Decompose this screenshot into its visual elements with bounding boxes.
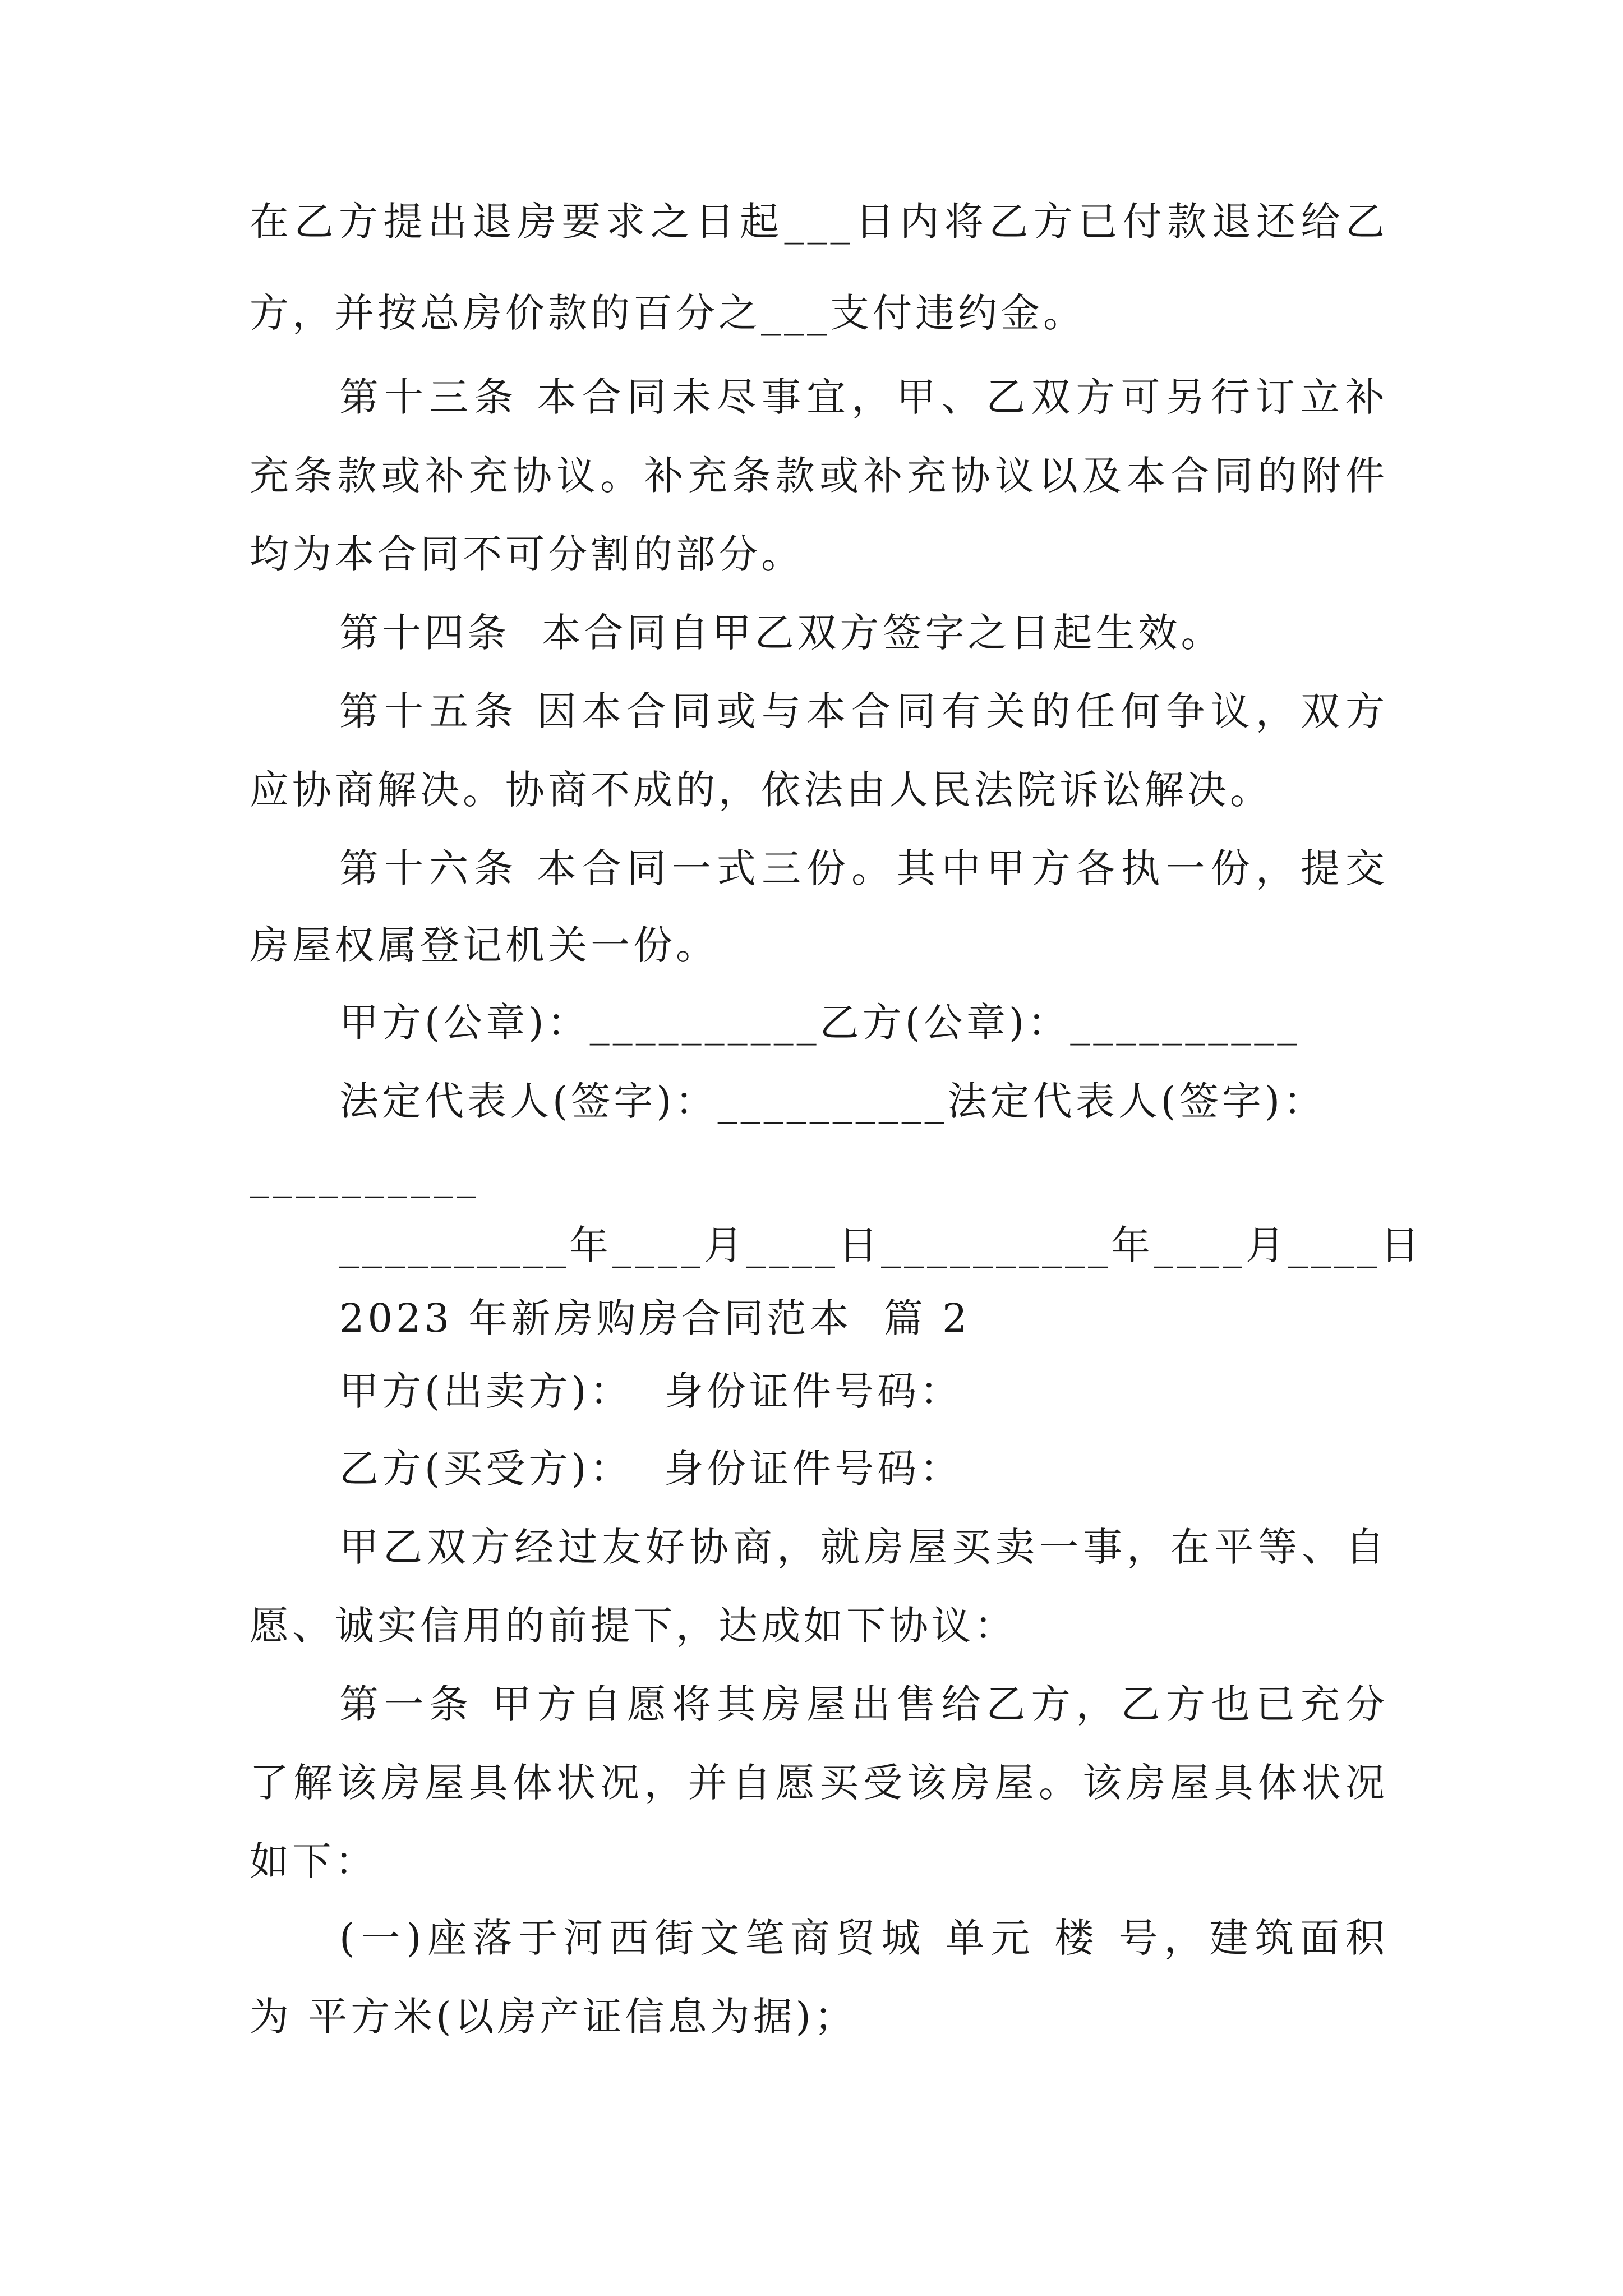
party-a-line: 甲方(出卖方)： 身份证件号码： bbox=[339, 1368, 963, 1414]
paragraph-line: 在乙方提出退房要求之日起___日内将乙方已付款退还给乙 bbox=[250, 199, 1388, 245]
party-b-line: 乙方(买受方)： 身份证件号码： bbox=[339, 1446, 963, 1492]
signature-blank-line: __________ bbox=[250, 1152, 479, 1198]
article-16-line: 第十六条 本合同一式三份。其中甲方各执一份，提交 bbox=[339, 845, 1388, 891]
paragraph-line: 方，并按总房价款的百分之___支付违约金。 bbox=[250, 290, 1086, 336]
section-title: 2023 年新房购房合同范本 篇 2 bbox=[339, 1295, 971, 1341]
article-13-line: 第十三条 本合同未尽事宜，甲、乙双方可另行订立补 bbox=[339, 374, 1388, 420]
paragraph-line: 均为本合同不可分割的部分。 bbox=[250, 531, 804, 577]
party-a-seal-line: 甲方(公章)：__________乙方(公章)：__________ bbox=[339, 1000, 1301, 1046]
article-1-line: 第一条 甲方自愿将其房屋出售给乙方，乙方也已充分 bbox=[339, 1681, 1388, 1727]
legal-rep-signature-line: 法定代表人(签字)：__________法定代表人(签字)： bbox=[339, 1078, 1326, 1124]
paragraph-line: 了解该房屋具体状况，并自愿买受该房屋。该房屋具体状况 bbox=[250, 1760, 1388, 1806]
article-15-line: 第十五条 因本合同或与本合同有关的任何争议，双方 bbox=[339, 688, 1388, 734]
paragraph-line: 应协商解决。协商不成的，依法由人民法院诉讼解决。 bbox=[250, 767, 1272, 813]
preamble-line: 甲乙双方经过友好协商，就房屋买卖一事，在平等、自 bbox=[339, 1524, 1388, 1570]
paragraph-line: 愿、诚实信用的前提下，达成如下协议： bbox=[250, 1603, 1017, 1649]
clause-1-line: (一)座落于河西街文笔商贸城 单元 楼 号，建筑面积 bbox=[339, 1915, 1388, 1961]
article-14-line: 第十四条 本合同自甲乙双方签字之日起生效。 bbox=[339, 610, 1224, 656]
paragraph-line: 如下： bbox=[250, 1838, 377, 1884]
paragraph-line: 充条款或补充协议。补充条款或补充协议以及本合同的附件 bbox=[250, 453, 1388, 499]
date-line: __________年____月____日__________年____月____日 bbox=[339, 1222, 1423, 1268]
paragraph-line: 房屋权属登记机关一份。 bbox=[250, 922, 718, 968]
paragraph-line: 为 平方米(以房产证信息为据)； bbox=[250, 1994, 857, 2040]
